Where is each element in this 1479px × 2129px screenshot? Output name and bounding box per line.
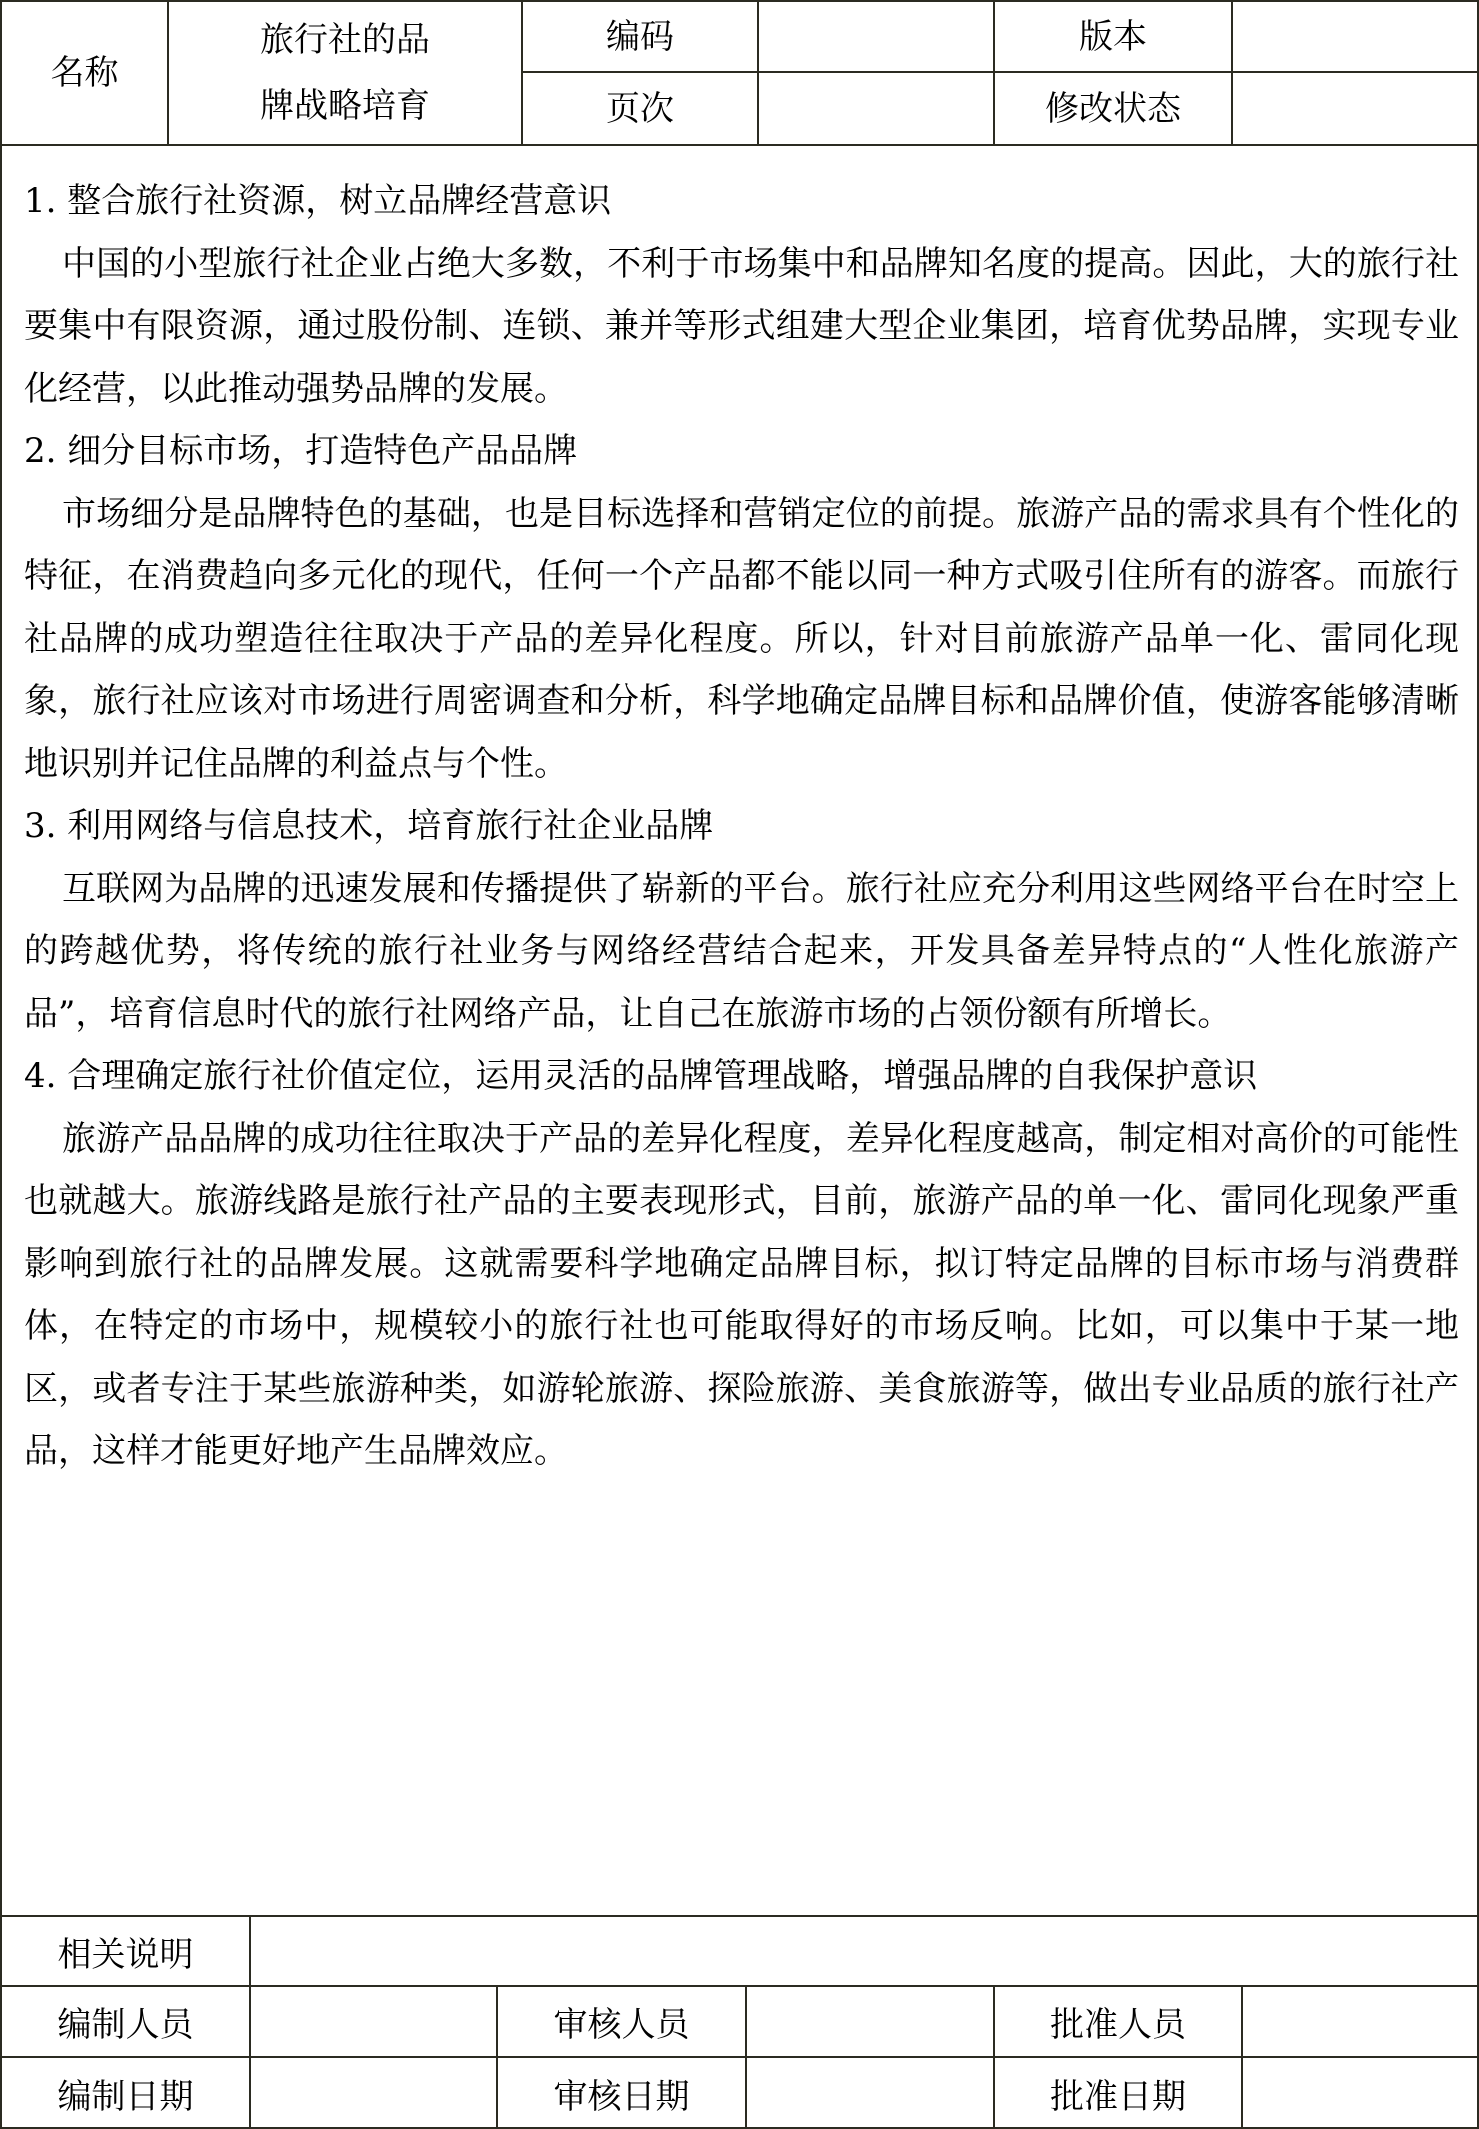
prepared-by-label: 编制人员 bbox=[57, 2005, 194, 2045]
name-value-line2: 牌战略培育 bbox=[260, 86, 430, 126]
section-heading-1: 1. 整合旅行社资源，树立品牌经营意识 bbox=[24, 181, 612, 221]
approved-by-value[interactable] bbox=[1243, 1987, 1477, 2056]
approved-by-label: 批准人员 bbox=[1050, 2005, 1186, 2045]
footer-table bbox=[2, 1915, 1477, 2129]
section-heading-4: 4. 合理确定旅行社价值定位，运用灵活的品牌管理战略，增强品牌的自我保护意识 bbox=[24, 1056, 1258, 1096]
section-text-2: 市场细分是品牌特色的基础，也是目标选择和营销定位的前提。旅游产品的需求具有个性化的特征，在消费趋向多元化的现代，任何一个产品都不能以同一种方式吸引住所有的游客。而旅行社品牌的成功塑造往往取决于产品的差异化程度。所以，针对目前旅游产品单一化、雷同化现象，旅行社应该对市场进行周密调查和分析，科学地确定品牌目标和品牌价值，使游客能够清晰地识别并记住品牌的利益点与个性。 bbox=[24, 493, 1459, 784]
approved-date-value[interactable] bbox=[1243, 2058, 1477, 2129]
code-value[interactable] bbox=[759, 2, 993, 71]
section-text-1: 中国的小型旅行社企业占绝大多数，不利于市场集中和品牌知名度的提高。因此，大的旅行社要集中有限资源，通过股份制、连锁、兼并等形式组建大型企业集团，培育优势品牌，实现专业化经营，以此推动强势品牌的发展。 bbox=[24, 243, 1459, 409]
reviewed-date-value[interactable] bbox=[747, 2058, 993, 2129]
notes-value[interactable] bbox=[251, 1917, 1477, 1985]
page-value[interactable] bbox=[759, 73, 993, 144]
page-label: 页次 bbox=[606, 88, 674, 129]
document-body bbox=[24, 170, 1459, 1483]
reviewed-date-label: 审核日期 bbox=[553, 2077, 690, 2117]
name-value-line1: 旅行社的品 bbox=[260, 20, 430, 60]
reviewed-by-value[interactable] bbox=[747, 1987, 993, 2056]
version-label: 版本 bbox=[1079, 16, 1147, 57]
reviewed-by-label: 审核人员 bbox=[553, 2005, 690, 2045]
revision-label: 修改状态 bbox=[1045, 88, 1181, 129]
code-label: 编码 bbox=[606, 16, 674, 57]
prepared-by-value[interactable] bbox=[251, 1987, 496, 2056]
approved-date-label: 批准日期 bbox=[1050, 2077, 1186, 2117]
version-value[interactable] bbox=[1233, 2, 1477, 71]
section-heading-2: 2. 细分目标市场，打造特色产品品牌 bbox=[24, 431, 578, 471]
section-text-4: 旅游产品品牌的成功往往取决于产品的差异化程度，差异化程度越高，制定相对高价的可能性也就越大。旅游线路是旅行社产品的主要表现形式，目前，旅游产品的单一化、雷同化现象严重影响到旅行社的品牌发展。这就需要科学地确定品牌目标，拟订特定品牌的目标市场与消费群体，在特定的市场中，规模较小的旅行社也可能取得好的市场反响。比如，可以集中于某一地区，或者专注于某些旅游种类，如游轮旅游、探险旅游、美食旅游等，做出专业品质的旅行社产品，这样才能更好地产生品牌效应。 bbox=[24, 1118, 1459, 1471]
notes-label: 相关说明 bbox=[57, 1934, 194, 1975]
revision-value[interactable] bbox=[1233, 73, 1477, 144]
header-table bbox=[2, 2, 1477, 146]
name-value bbox=[169, 2, 521, 144]
prepared-date-value[interactable] bbox=[251, 2058, 496, 2129]
name-label: 名称 bbox=[50, 53, 119, 93]
prepared-date-label: 编制日期 bbox=[57, 2077, 194, 2117]
section-heading-3: 3. 利用网络与信息技术，培育旅行社企业品牌 bbox=[24, 806, 714, 846]
section-text-3: 互联网为品牌的迅速发展和传播提供了崭新的平台。旅行社应充分利用这些网络平台在时空上的跨越优势，将传统的旅行社业务与网络经营结合起来，开发具备差异特点的“人性化旅游产品”，培育信息时代的旅行社网络产品，让自己在旅游市场的占领份额有所增长。 bbox=[24, 868, 1459, 1034]
